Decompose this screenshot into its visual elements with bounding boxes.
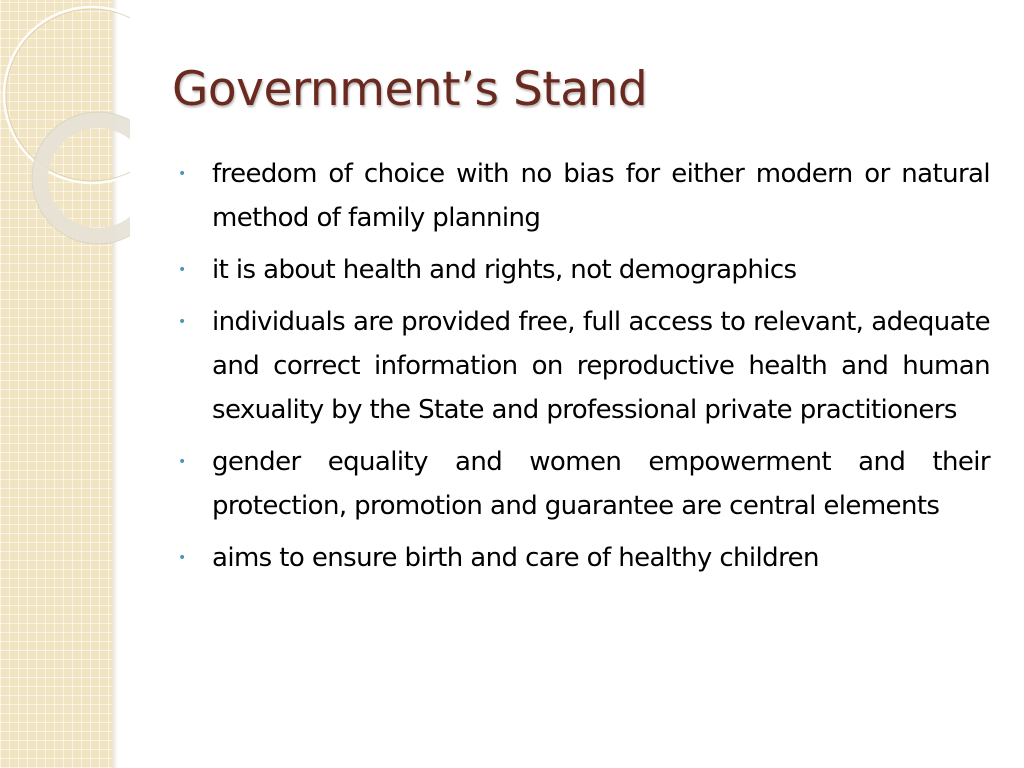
bullet-item-health-and-rights [178, 248, 990, 292]
slide-title: Government’s Stand [172, 62, 648, 117]
bullet-text: individuals are provided free, full access to relevant, adequate and correct information on reproductive health and human sexuality by the State and professional private practitioners [212, 307, 990, 425]
decorative-ring-small [40, 120, 130, 236]
bullet-text: gender equality and women empowerment and their protection, promotion and guarantee are central elements [212, 447, 990, 521]
bullet-text: it is about health and rights, not demographics [212, 255, 797, 285]
bullet-dot-icon: • [178, 454, 187, 470]
bullet-list [178, 152, 990, 588]
decorative-rings [0, 0, 130, 260]
bullet-item-access-to-information [178, 300, 990, 432]
bullet-dot-icon: • [178, 166, 187, 182]
bullet-item-freedom-of-choice [178, 152, 990, 240]
bullet-dot-icon: • [178, 314, 187, 330]
bullet-text: aims to ensure birth and care of healthy children [212, 543, 819, 573]
bullet-dot-icon: • [178, 550, 187, 566]
bullet-item-healthy-children [178, 536, 990, 580]
bullet-text: freedom of choice with no bias for either modern or natural method of family planning [212, 159, 990, 233]
decorative-ring-large [4, 7, 130, 183]
bullet-dot-icon: • [178, 262, 187, 278]
decorative-ring-large-shadow [6, 9, 130, 181]
bullet-item-gender-equality [178, 440, 990, 528]
